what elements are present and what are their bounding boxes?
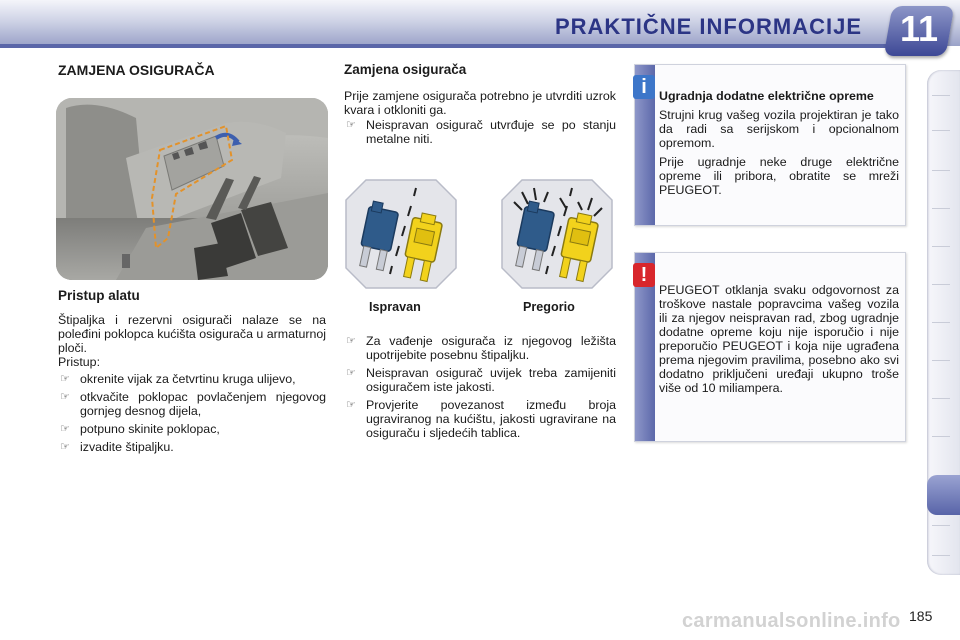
fuse-box-location-photo xyxy=(56,98,328,280)
info-icon: i xyxy=(633,75,655,99)
tab-divider xyxy=(932,130,950,131)
info-paragraph: Strujni krug vašeg vozila projektiran je tako da radi sa serijskom i opcionalnom opremom. xyxy=(659,108,899,150)
warning-box xyxy=(634,252,906,442)
section-heading: ZAMJENA OSIGURAČA xyxy=(58,62,215,78)
dashboard-illustration xyxy=(56,98,328,280)
fuse-top-bullets xyxy=(344,118,616,150)
tab-divider xyxy=(932,208,950,209)
fuse-ok-graphic xyxy=(344,178,458,290)
page-number: 185 xyxy=(909,608,933,624)
tab-divider xyxy=(932,555,950,556)
list-item xyxy=(344,366,616,394)
access-text: Štipaljka i rezervni osigurači nalaze se na poleđini poklopca kućišta osigurača u armaturnoj ploči. xyxy=(58,313,326,355)
warning-paragraph: PEUGEOT otklanja svaku odgovornost za troškove nastale popravcima vašeg vozila ili za njegov neispravan rad, zbog ugradnje dodatne opreme koju nije isporučio i nije preporučio PEUGEOT i koja nije ugrađena prema njegovim pravilima, posebno ako svi dodatno priključeni uređaji ukupno troše više od 10 miliampera. xyxy=(659,283,899,395)
tab-divider xyxy=(932,360,950,361)
bullet-text: Za vađenje osigurača iz njegovog ležišta upotrijebite posebnu štipaljku. xyxy=(366,334,616,362)
tab-divider xyxy=(932,284,950,285)
tab-divider xyxy=(932,322,950,323)
pointing-hand-icon: ☞ xyxy=(60,441,70,453)
warning-box-text xyxy=(659,283,899,400)
header-rule xyxy=(0,44,900,48)
list-item xyxy=(344,334,616,362)
fuse-replacement-title: Zamjena osigurača xyxy=(344,62,467,77)
tab-divider xyxy=(932,436,950,437)
list-item xyxy=(58,422,326,436)
info-box xyxy=(634,64,906,226)
tab-divider xyxy=(932,170,950,171)
fuse-intro: Prije zamjene osigurača potrebno je utvrditi uzrok kvara i otkloniti ga. xyxy=(344,89,616,117)
tab-divider xyxy=(932,398,950,399)
chapter-title: PRAKTIČNE INFORMACIJE xyxy=(554,14,862,39)
tab-divider xyxy=(932,246,950,247)
list-item xyxy=(58,390,326,418)
steps-label: Pristup: xyxy=(58,355,101,369)
fuse-blown-illustration xyxy=(500,178,614,290)
chapter-tab-active[interactable] xyxy=(927,475,960,515)
pointing-hand-icon: ☞ xyxy=(60,423,70,435)
list-item xyxy=(58,440,326,454)
warning-icon: ! xyxy=(633,263,655,287)
tab-divider xyxy=(932,95,950,96)
pointing-hand-icon: ☞ xyxy=(346,335,356,347)
watermark: carmanualsonline.info xyxy=(682,610,901,632)
pointing-hand-icon: ☞ xyxy=(346,399,356,411)
info-paragraph: Prije ugradnje neke druge električne opreme ili pribora, obratite se mreži PEUGEOT. xyxy=(659,155,899,197)
bullet-text: Neispravan osigurač uvijek treba zamijeniti osiguračem iste jakosti. xyxy=(366,366,616,394)
bullet-text: Provjerite povezanost između broja ugraviranog na kućištu, jakosti ugravirane na osiguraču i sljedećih tablica. xyxy=(366,398,616,440)
info-box-text xyxy=(659,89,899,202)
step-text: potpuno skinite poklopac, xyxy=(80,422,220,436)
step-text: okrenite vijak za četvrtinu kruga ulijevo, xyxy=(80,372,296,386)
fuse-blown-graphic xyxy=(500,178,614,290)
list-item xyxy=(344,398,616,440)
fuse-ok-caption: Ispravan xyxy=(369,300,421,314)
tab-divider xyxy=(932,525,950,526)
pointing-hand-icon: ☞ xyxy=(60,391,70,403)
fuse-bullets xyxy=(344,334,616,444)
pointing-hand-icon: ☞ xyxy=(346,119,356,131)
access-title: Pristup alatu xyxy=(58,288,140,303)
bullet-text: Neispravan osigurač utvrđuje se po stanju metalne niti. xyxy=(366,118,616,146)
access-steps xyxy=(58,372,326,458)
pointing-hand-icon: ☞ xyxy=(346,367,356,379)
pointing-hand-icon: ☞ xyxy=(60,373,70,385)
info-box-title: Ugradnja dodatne električne opreme xyxy=(659,89,874,103)
step-text: izvadite štipaljku. xyxy=(80,440,174,454)
page-header xyxy=(0,0,960,54)
step-text: otkvačite poklopac povlačenjem njegovog gornjeg desnog dijela, xyxy=(80,390,326,418)
fuse-ok-illustration xyxy=(344,178,458,290)
list-item xyxy=(344,118,616,146)
fuse-blown-caption: Pregorio xyxy=(523,300,575,314)
list-item xyxy=(58,372,326,386)
chapter-number: 11 xyxy=(899,8,939,49)
